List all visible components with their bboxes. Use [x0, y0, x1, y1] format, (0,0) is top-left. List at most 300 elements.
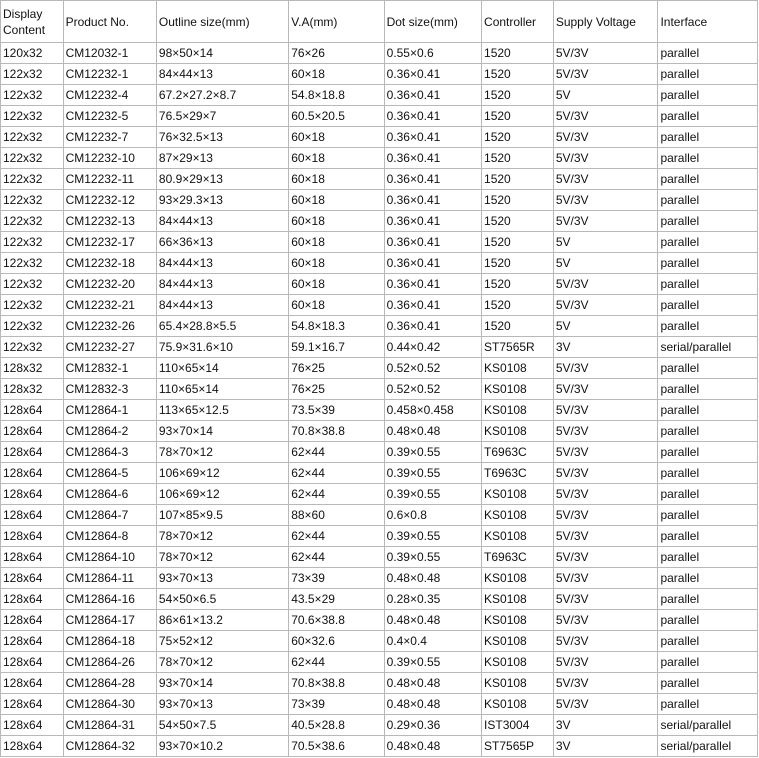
va-cell: 60.5×20.5 [289, 106, 384, 127]
dot-size-cell: 0.36×0.41 [384, 295, 481, 316]
interface-cell: parallel [658, 484, 758, 505]
va-cell: 60×18 [289, 211, 384, 232]
table-row [1, 274, 758, 295]
outline-size-cell: 78×70×12 [156, 547, 288, 568]
controller-cell: T6963C [482, 442, 554, 463]
product-no-cell: CM12832-1 [63, 358, 156, 379]
interface-cell: parallel [658, 442, 758, 463]
va-cell: 73×39 [289, 568, 384, 589]
controller-cell: 1520 [482, 64, 554, 85]
outline-size-cell: 65.4×28.8×5.5 [156, 316, 288, 337]
display-content-cell: 128x64 [1, 631, 64, 652]
dot-size-cell: 0.39×0.55 [384, 652, 481, 673]
product-no-cell: CM12864-28 [63, 673, 156, 694]
product-no-cell: CM12864-6 [63, 484, 156, 505]
table-row [1, 442, 758, 463]
outline-size-cell: 107×85×9.5 [156, 505, 288, 526]
interface-cell: parallel [658, 631, 758, 652]
dot-size-cell: 0.52×0.52 [384, 358, 481, 379]
interface-cell: parallel [658, 526, 758, 547]
va-cell: 60×18 [289, 64, 384, 85]
product-no-cell: CM12232-4 [63, 85, 156, 106]
controller-cell: 1520 [482, 232, 554, 253]
table-body [1, 43, 758, 757]
supply-voltage-cell: 5V/3V [553, 148, 658, 169]
supply-voltage-cell: 5V/3V [553, 43, 658, 64]
outline-size-cell: 80.9×29×13 [156, 169, 288, 190]
va-cell: 76×26 [289, 43, 384, 64]
interface-cell: parallel [658, 421, 758, 442]
table-row [1, 526, 758, 547]
outline-size-cell: 106×69×12 [156, 463, 288, 484]
interface-cell: serial/parallel [658, 715, 758, 736]
outline-size-cell: 54×50×6.5 [156, 589, 288, 610]
product-no-cell: CM12232-12 [63, 190, 156, 211]
supply-voltage-cell: 3V [553, 715, 658, 736]
controller-cell: KS0108 [482, 568, 554, 589]
display-content-cell: 128x32 [1, 379, 64, 400]
table-row [1, 85, 758, 106]
controller-cell: 1520 [482, 211, 554, 232]
display-content-cell: 122x32 [1, 127, 64, 148]
outline-size-cell: 110×65×14 [156, 379, 288, 400]
controller-cell: KS0108 [482, 505, 554, 526]
supply-voltage-cell: 5V/3V [553, 379, 658, 400]
product-no-cell: CM12864-26 [63, 652, 156, 673]
header-dot-size: Dot size(mm) [384, 1, 481, 43]
display-content-cell: 128x64 [1, 715, 64, 736]
header-supply-voltage: Supply Voltage [553, 1, 658, 43]
dot-size-cell: 0.6×0.8 [384, 505, 481, 526]
outline-size-cell: 93×70×14 [156, 673, 288, 694]
outline-size-cell: 75×52×12 [156, 631, 288, 652]
product-no-cell: CM12864-2 [63, 421, 156, 442]
outline-size-cell: 78×70×12 [156, 652, 288, 673]
interface-cell: parallel [658, 316, 758, 337]
controller-cell: KS0108 [482, 400, 554, 421]
table-row [1, 106, 758, 127]
supply-voltage-cell: 5V/3V [553, 505, 658, 526]
interface-cell: parallel [658, 547, 758, 568]
va-cell: 62×44 [289, 547, 384, 568]
dot-size-cell: 0.39×0.55 [384, 526, 481, 547]
supply-voltage-cell: 5V [553, 232, 658, 253]
supply-voltage-cell: 5V/3V [553, 211, 658, 232]
display-content-cell: 128x64 [1, 589, 64, 610]
table-row [1, 400, 758, 421]
controller-cell: KS0108 [482, 421, 554, 442]
table-row [1, 484, 758, 505]
table-row [1, 547, 758, 568]
controller-cell: 1520 [482, 106, 554, 127]
table-row [1, 568, 758, 589]
controller-cell: KS0108 [482, 358, 554, 379]
outline-size-cell: 67.2×27.2×8.7 [156, 85, 288, 106]
outline-size-cell: 106×69×12 [156, 484, 288, 505]
header-va: V.A(mm) [289, 1, 384, 43]
product-no-cell: CM12232-1 [63, 64, 156, 85]
va-cell: 76×25 [289, 358, 384, 379]
controller-cell: KS0108 [482, 652, 554, 673]
supply-voltage-cell: 5V/3V [553, 589, 658, 610]
product-no-cell: CM12864-31 [63, 715, 156, 736]
table-row [1, 169, 758, 190]
supply-voltage-cell: 5V [553, 253, 658, 274]
controller-cell: KS0108 [482, 484, 554, 505]
display-content-cell: 128x64 [1, 526, 64, 547]
va-cell: 40.5×28.8 [289, 715, 384, 736]
product-no-cell: CM12232-20 [63, 274, 156, 295]
product-no-cell: CM12232-17 [63, 232, 156, 253]
outline-size-cell: 78×70×12 [156, 442, 288, 463]
va-cell: 73.5×39 [289, 400, 384, 421]
dot-size-cell: 0.36×0.41 [384, 190, 481, 211]
header-interface: Interface [658, 1, 758, 43]
display-content-cell: 128x64 [1, 694, 64, 715]
dot-size-cell: 0.36×0.41 [384, 253, 481, 274]
outline-size-cell: 84×44×13 [156, 253, 288, 274]
supply-voltage-cell: 5V/3V [553, 463, 658, 484]
interface-cell: parallel [658, 505, 758, 526]
va-cell: 60×18 [289, 274, 384, 295]
supply-voltage-cell: 5V/3V [553, 673, 658, 694]
table-row [1, 736, 758, 757]
table-row [1, 631, 758, 652]
interface-cell: parallel [658, 295, 758, 316]
table-row [1, 379, 758, 400]
va-cell: 62×44 [289, 526, 384, 547]
table-row [1, 190, 758, 211]
controller-cell: 1520 [482, 190, 554, 211]
dot-size-cell: 0.39×0.55 [384, 463, 481, 484]
interface-cell: parallel [658, 253, 758, 274]
dot-size-cell: 0.48×0.48 [384, 421, 481, 442]
product-no-cell: CM12232-5 [63, 106, 156, 127]
controller-cell: IST3004 [482, 715, 554, 736]
header-outline-size: Outline size(mm) [156, 1, 288, 43]
interface-cell: parallel [658, 127, 758, 148]
interface-cell: parallel [658, 64, 758, 85]
supply-voltage-cell: 5V/3V [553, 127, 658, 148]
display-content-cell: 128x64 [1, 610, 64, 631]
display-content-cell: 122x32 [1, 64, 64, 85]
outline-size-cell: 98×50×14 [156, 43, 288, 64]
table-row [1, 337, 758, 358]
table-row [1, 421, 758, 442]
dot-size-cell: 0.36×0.41 [384, 148, 481, 169]
display-content-cell: 128x64 [1, 421, 64, 442]
interface-cell: parallel [658, 169, 758, 190]
supply-voltage-cell: 5V/3V [553, 421, 658, 442]
dot-size-cell: 0.36×0.41 [384, 274, 481, 295]
interface-cell: parallel [658, 190, 758, 211]
va-cell: 88×60 [289, 505, 384, 526]
display-content-cell: 128x64 [1, 568, 64, 589]
display-content-cell: 122x32 [1, 190, 64, 211]
outline-size-cell: 54×50×7.5 [156, 715, 288, 736]
dot-size-cell: 0.36×0.41 [384, 316, 481, 337]
va-cell: 54.8×18.3 [289, 316, 384, 337]
dot-size-cell: 0.458×0.458 [384, 400, 481, 421]
outline-size-cell: 110×65×14 [156, 358, 288, 379]
interface-cell: parallel [658, 610, 758, 631]
controller-cell: KS0108 [482, 526, 554, 547]
product-no-cell: CM12232-7 [63, 127, 156, 148]
table-row [1, 694, 758, 715]
display-content-cell: 128x64 [1, 463, 64, 484]
display-content-cell: 122x32 [1, 211, 64, 232]
display-content-cell: 128x64 [1, 673, 64, 694]
table-row [1, 610, 758, 631]
dot-size-cell: 0.36×0.41 [384, 232, 481, 253]
dot-size-cell: 0.48×0.48 [384, 673, 481, 694]
table-row [1, 253, 758, 274]
product-no-cell: CM12864-10 [63, 547, 156, 568]
supply-voltage-cell: 5V/3V [553, 295, 658, 316]
interface-cell: serial/parallel [658, 736, 758, 757]
display-content-cell: 122x32 [1, 253, 64, 274]
outline-size-cell: 87×29×13 [156, 148, 288, 169]
dot-size-cell: 0.36×0.41 [384, 169, 481, 190]
interface-cell: parallel [658, 568, 758, 589]
va-cell: 60×32.6 [289, 631, 384, 652]
display-content-cell: 122x32 [1, 169, 64, 190]
dot-size-cell: 0.55×0.6 [384, 43, 481, 64]
product-no-cell: CM12232-18 [63, 253, 156, 274]
interface-cell: parallel [658, 148, 758, 169]
display-content-cell: 122x32 [1, 85, 64, 106]
dot-size-cell: 0.28×0.35 [384, 589, 481, 610]
interface-cell: serial/parallel [658, 337, 758, 358]
controller-cell: KS0108 [482, 631, 554, 652]
product-no-cell: CM12232-10 [63, 148, 156, 169]
table-row [1, 148, 758, 169]
controller-cell: 1520 [482, 169, 554, 190]
va-cell: 60×18 [289, 190, 384, 211]
table-row [1, 673, 758, 694]
display-content-cell: 122x32 [1, 337, 64, 358]
product-no-cell: CM12232-11 [63, 169, 156, 190]
controller-cell: KS0108 [482, 610, 554, 631]
display-content-cell: 128x64 [1, 505, 64, 526]
product-no-cell: CM12864-17 [63, 610, 156, 631]
table-row [1, 652, 758, 673]
product-no-cell: CM12032-1 [63, 43, 156, 64]
supply-voltage-cell: 5V/3V [553, 190, 658, 211]
interface-cell: parallel [658, 694, 758, 715]
va-cell: 73×39 [289, 694, 384, 715]
supply-voltage-cell: 5V/3V [553, 106, 658, 127]
supply-voltage-cell: 5V/3V [553, 652, 658, 673]
dot-size-cell: 0.39×0.55 [384, 547, 481, 568]
controller-cell: KS0108 [482, 379, 554, 400]
controller-cell: 1520 [482, 274, 554, 295]
va-cell: 70.6×38.8 [289, 610, 384, 631]
supply-voltage-cell: 3V [553, 736, 658, 757]
controller-cell: KS0108 [482, 694, 554, 715]
outline-size-cell: 84×44×13 [156, 295, 288, 316]
va-cell: 60×18 [289, 148, 384, 169]
controller-cell: ST7565P [482, 736, 554, 757]
controller-cell: 1520 [482, 127, 554, 148]
outline-size-cell: 84×44×13 [156, 64, 288, 85]
display-content-cell: 128x64 [1, 652, 64, 673]
va-cell: 62×44 [289, 652, 384, 673]
controller-cell: 1520 [482, 148, 554, 169]
supply-voltage-cell: 5V/3V [553, 169, 658, 190]
dot-size-cell: 0.4×0.4 [384, 631, 481, 652]
controller-cell: 1520 [482, 43, 554, 64]
product-no-cell: CM12864-3 [63, 442, 156, 463]
outline-size-cell: 93×70×14 [156, 421, 288, 442]
product-no-cell: CM12864-18 [63, 631, 156, 652]
supply-voltage-cell: 5V/3V [553, 610, 658, 631]
display-content-cell: 128x64 [1, 484, 64, 505]
controller-cell: KS0108 [482, 673, 554, 694]
outline-size-cell: 93×70×10.2 [156, 736, 288, 757]
table-row [1, 127, 758, 148]
va-cell: 62×44 [289, 442, 384, 463]
controller-cell: 1520 [482, 85, 554, 106]
table-row [1, 589, 758, 610]
interface-cell: parallel [658, 274, 758, 295]
outline-size-cell: 86×61×13.2 [156, 610, 288, 631]
display-content-cell: 122x32 [1, 232, 64, 253]
supply-voltage-cell: 5V/3V [553, 526, 658, 547]
dot-size-cell: 0.48×0.48 [384, 610, 481, 631]
supply-voltage-cell: 5V/3V [553, 64, 658, 85]
outline-size-cell: 113×65×12.5 [156, 400, 288, 421]
supply-voltage-cell: 5V/3V [553, 442, 658, 463]
outline-size-cell: 93×70×13 [156, 694, 288, 715]
interface-cell: parallel [658, 358, 758, 379]
dot-size-cell: 0.36×0.41 [384, 64, 481, 85]
supply-voltage-cell: 5V/3V [553, 694, 658, 715]
product-no-cell: CM12232-26 [63, 316, 156, 337]
va-cell: 60×18 [289, 253, 384, 274]
outline-size-cell: 76.5×29×7 [156, 106, 288, 127]
product-no-cell: CM12864-8 [63, 526, 156, 547]
interface-cell: parallel [658, 232, 758, 253]
product-no-cell: CM12864-11 [63, 568, 156, 589]
va-cell: 60×18 [289, 232, 384, 253]
va-cell: 62×44 [289, 484, 384, 505]
controller-cell: 1520 [482, 253, 554, 274]
product-no-cell: CM12864-30 [63, 694, 156, 715]
dot-size-cell: 0.39×0.55 [384, 442, 481, 463]
outline-size-cell: 66×36×13 [156, 232, 288, 253]
table-row [1, 43, 758, 64]
table-row [1, 358, 758, 379]
outline-size-cell: 78×70×12 [156, 526, 288, 547]
dot-size-cell: 0.48×0.48 [384, 694, 481, 715]
dot-size-cell: 0.48×0.48 [384, 736, 481, 757]
interface-cell: parallel [658, 211, 758, 232]
interface-cell: parallel [658, 400, 758, 421]
supply-voltage-cell: 5V/3V [553, 358, 658, 379]
supply-voltage-cell: 5V/3V [553, 631, 658, 652]
display-content-cell: 128x64 [1, 400, 64, 421]
product-no-cell: CM12232-21 [63, 295, 156, 316]
interface-cell: parallel [658, 463, 758, 484]
product-no-cell: CM12232-13 [63, 211, 156, 232]
interface-cell: parallel [658, 106, 758, 127]
header-controller: Controller [482, 1, 554, 43]
outline-size-cell: 93×70×13 [156, 568, 288, 589]
supply-voltage-cell: 5V/3V [553, 484, 658, 505]
va-cell: 60×18 [289, 127, 384, 148]
header-row [1, 1, 758, 43]
product-no-cell: CM12832-3 [63, 379, 156, 400]
controller-cell: KS0108 [482, 589, 554, 610]
interface-cell: parallel [658, 673, 758, 694]
outline-size-cell: 93×29.3×13 [156, 190, 288, 211]
display-content-cell: 122x32 [1, 295, 64, 316]
display-content-cell: 122x32 [1, 274, 64, 295]
table-row [1, 211, 758, 232]
va-cell: 54.8×18.8 [289, 85, 384, 106]
interface-cell: parallel [658, 589, 758, 610]
dot-size-cell: 0.44×0.42 [384, 337, 481, 358]
display-content-cell: 120x32 [1, 43, 64, 64]
display-content-cell: 128x64 [1, 736, 64, 757]
va-cell: 76×25 [289, 379, 384, 400]
display-content-cell: 128x64 [1, 442, 64, 463]
product-no-cell: CM12864-7 [63, 505, 156, 526]
table-row [1, 316, 758, 337]
dot-size-cell: 0.36×0.41 [384, 127, 481, 148]
dot-size-cell: 0.36×0.41 [384, 106, 481, 127]
interface-cell: parallel [658, 652, 758, 673]
controller-cell: 1520 [482, 295, 554, 316]
table-row [1, 463, 758, 484]
product-no-cell: CM12864-1 [63, 400, 156, 421]
supply-voltage-cell: 5V/3V [553, 400, 658, 421]
controller-cell: 1520 [482, 316, 554, 337]
product-no-cell: CM12864-32 [63, 736, 156, 757]
va-cell: 62×44 [289, 463, 384, 484]
product-no-cell: CM12864-16 [63, 589, 156, 610]
dot-size-cell: 0.36×0.41 [384, 85, 481, 106]
dot-size-cell: 0.36×0.41 [384, 211, 481, 232]
supply-voltage-cell: 3V [553, 337, 658, 358]
outline-size-cell: 76×32.5×13 [156, 127, 288, 148]
dot-size-cell: 0.29×0.36 [384, 715, 481, 736]
dot-size-cell: 0.52×0.52 [384, 379, 481, 400]
table-row [1, 505, 758, 526]
product-no-cell: CM12232-27 [63, 337, 156, 358]
dot-size-cell: 0.48×0.48 [384, 568, 481, 589]
interface-cell: parallel [658, 379, 758, 400]
supply-voltage-cell: 5V [553, 85, 658, 106]
va-cell: 43.5×29 [289, 589, 384, 610]
va-cell: 70.8×38.8 [289, 421, 384, 442]
display-content-cell: 122x32 [1, 316, 64, 337]
supply-voltage-cell: 5V/3V [553, 547, 658, 568]
table-row [1, 64, 758, 85]
header-product-no: Product No. [63, 1, 156, 43]
display-content-cell: 122x32 [1, 106, 64, 127]
va-cell: 59.1×16.7 [289, 337, 384, 358]
display-content-cell: 122x32 [1, 148, 64, 169]
controller-cell: ST7565R [482, 337, 554, 358]
controller-cell: T6963C [482, 547, 554, 568]
va-cell: 70.5×38.6 [289, 736, 384, 757]
va-cell: 60×18 [289, 295, 384, 316]
supply-voltage-cell: 5V [553, 316, 658, 337]
interface-cell: parallel [658, 43, 758, 64]
table-row [1, 232, 758, 253]
